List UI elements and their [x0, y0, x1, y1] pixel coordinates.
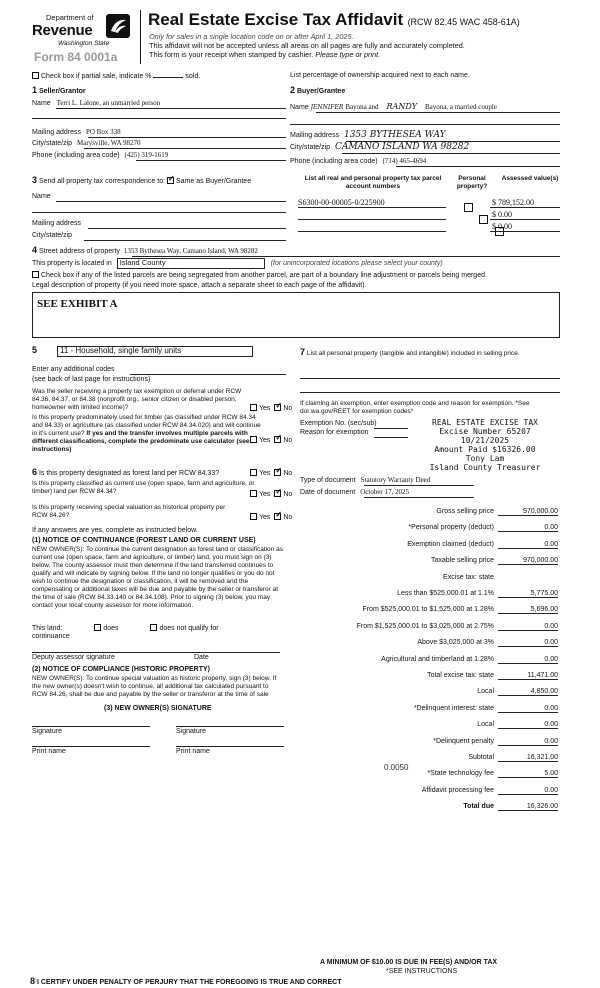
calc-row-label: *State technology fee [427, 770, 494, 777]
answers-instruction: If any answers are yes, complete as instructed below. [32, 527, 198, 534]
seller-phone-row: Phone (including area code) (425) 319-1619 [32, 151, 169, 159]
owner-print-label-1: Print name [32, 748, 66, 755]
calc-row-label: From $525,000.01 to $1,525,000 at 1.28% [362, 606, 494, 613]
land-does-checkbox[interactable] [94, 624, 101, 631]
notice-continuance-heading: (1) NOTICE OF CONTINUANCE (FOREST LAND OR CURRENT USE) [32, 537, 256, 544]
parcel-col-header: List all real and personal property tax parcel account numbers [304, 175, 442, 190]
buyer-phone-row: Phone (including area code) (714) 465-4694 [290, 157, 427, 165]
seller-mailing-address[interactable]: PO Box 338 [85, 128, 121, 136]
parcel-number[interactable]: S6300-00-00005-0/225900 [298, 198, 385, 207]
calc-row-label: *Personal property (deduct) [408, 524, 494, 531]
notice-continuance-body: NEW OWNER(S): To continue the current designation as forest land or classification as current use (open space, farm and agriculture, or timber) land, you must sign on (3) below. The county assessor must then determine if the land transferred continues to qualify and will indicate by signing below. If the land no longer qualifies or you do not wish to continue the designation or classification, it will be removed and the compensating or additional taxes will be due and payable by the seller or transferor at the time of sale (RCW 84.33.140 or 84.34.108). Prior to signing (3) below, you may contact your local county assessor for more information. [32, 546, 283, 609]
calc-row-value[interactable]: 970,000.00 [498, 508, 558, 516]
owner-signature-label-2: Signature [176, 728, 206, 735]
revenue-logo-icon [106, 14, 130, 38]
local-rate: 0.0050 [384, 763, 409, 772]
buyer-city-row: City/state/zip CAMANO ISLAND WA 98282 [290, 142, 470, 152]
corr-name-label: Name [32, 193, 51, 200]
personal-property-checkbox-1[interactable] [464, 203, 473, 212]
notice-compliance-heading: (2) NOTICE OF COMPLIANCE (HISTORIC PROPERTY) [32, 666, 210, 673]
calc-row-value[interactable]: 0.00 [498, 656, 558, 664]
buyer-name-row: Name JENNIFER Bayona and RANDY Bayona, a married couple [290, 102, 497, 111]
calc-row-value[interactable]: 11,471.00 [498, 672, 558, 680]
calc-row-label: Total excise tax: state [427, 672, 494, 679]
this-land-row: This land: does does not qualify for [32, 625, 219, 632]
state-label: Washington State [58, 40, 110, 47]
buyer-phone[interactable]: (714) 465-4694 [382, 157, 427, 165]
q1-no-checkbox[interactable] [274, 404, 281, 411]
personal-property-checkbox-2[interactable] [479, 215, 488, 224]
calc-row-value[interactable]: 0.00 [498, 623, 558, 631]
historic-yes-checkbox[interactable] [250, 513, 257, 520]
forest-yes-no: Yes ✓ No [250, 469, 292, 479]
calc-row-label: Agricultural and timberland at 1.28% [381, 656, 494, 663]
use-code-select[interactable]: 11 - Household, single family units [57, 346, 253, 357]
corr-mail-label: Mailing address [32, 220, 82, 227]
calc-row-value[interactable]: 5,696.00 [498, 606, 558, 614]
buyer-heading: 2 Buyer/Grantee [290, 85, 346, 95]
located-row: This property is located in Island County (for unincorporated locations please select your county) [32, 258, 443, 267]
exemption-reason-label: Reason for exemption [300, 429, 369, 436]
use-code-row: 5 11 - Household, single family units [32, 346, 253, 357]
calc-row-value[interactable]: 16,321.00 [498, 754, 558, 762]
street-row: 4 Street address of property 1353 Bythesea Way, Camano Island, WA 98282 [32, 245, 258, 255]
seller-mail-row: Mailing address PO Box 338 [32, 128, 121, 136]
current-use-question: Is this property classified as current use (open space, farm and agriculture, or timber) land per RCW 84.34? [32, 480, 255, 495]
county-select[interactable]: Island County [117, 258, 265, 269]
correspondence-row: 3 Send all property tax correspondence to: ✓ Same as Buyer/Grantee [32, 176, 251, 187]
calc-row-value[interactable]: 970,000.00 [498, 557, 558, 565]
calc-row-label: Excise tax: state [443, 574, 494, 581]
q2-no-checkbox[interactable] [274, 436, 281, 443]
revenue-label: Revenue [32, 22, 93, 39]
dept-label: Department of [46, 13, 94, 22]
calc-row-value[interactable]: 0.00 [498, 705, 558, 713]
buyer-name-1[interactable]: JENNIFER [310, 104, 344, 111]
calc-row-value[interactable]: 4,850.00 [498, 688, 558, 696]
assessed-col-header: Assessed value(s) [501, 175, 559, 182]
deputy-signature-label: Deputy assessor signature [32, 654, 115, 661]
personal-property-list-label: 7 List all personal property (tangible and intangible) included in selling price. [300, 347, 520, 357]
partial-sale-checkbox[interactable] [32, 72, 39, 79]
calc-row-label: Less than $525,000.01 at 1.1% [397, 590, 494, 597]
certify-heading: 8 I CERTIFY UNDER PENALTY OF PERJURY THAT THE FOREGOING IS TRUE AND CORRECT [30, 976, 342, 986]
seller-name-row: Name Terri L. Lalone, an unmarried person [32, 99, 161, 107]
document-type[interactable]: Statutory Warranty Deed [360, 476, 431, 484]
doc-date-row: Date of document October 17, 2025 [300, 488, 410, 496]
forest-no-checkbox[interactable] [274, 469, 281, 476]
form-number: Form 84 0001a [34, 50, 118, 64]
seller-phone[interactable]: (425) 319-1619 [124, 151, 169, 159]
calc-row-label: Above $3,025,000 at 3% [417, 639, 494, 646]
assessed-value-1[interactable]: $ 789,152.00 [492, 198, 534, 207]
current-use-yes-no: Yes ✓ No [250, 490, 292, 500]
calc-row-label: *Delinquent interest: state [413, 705, 494, 712]
seller-heading: 1 Seller/Grantor [32, 85, 86, 95]
legal-description-box[interactable] [32, 292, 560, 338]
continuance-label: continuance [32, 633, 70, 640]
header-line-3: This form is your receipt when stamped by cashier. Please type or print. [149, 50, 381, 59]
buyer-mailing-address[interactable]: 1353 BYTHESEA WAY [343, 130, 446, 140]
header-line-2: This affidavit will not be accepted unless all areas on all pages are fully and accurately completed. [149, 41, 465, 50]
calc-row-value[interactable]: 16,326.00 [498, 803, 558, 811]
minimum-due-note: A MINIMUM OF $10.00 IS DUE IN FEE(S) AND/OR TAX [320, 959, 498, 966]
same-as-buyer-checkbox[interactable] [167, 177, 174, 184]
calc-row-value[interactable]: 0.00 [498, 787, 558, 795]
assessed-value-3[interactable]: $ 0.00 [492, 222, 512, 231]
calc-row-label: Gross selling price [436, 508, 494, 515]
additional-codes-note: (see back of last page for instructions) [32, 376, 151, 383]
current-use-yes-checkbox[interactable] [250, 490, 257, 497]
calc-row-value[interactable]: 0.00 [498, 541, 558, 549]
see-instructions-note: *SEE INSTRUCTIONS [386, 968, 458, 975]
calc-row-label: Subtotal [468, 754, 494, 761]
assessed-value-2[interactable]: $ 0.00 [492, 210, 512, 219]
calc-row-label: Exemption claimed (deduct) [407, 541, 494, 548]
exemption-no-label: Exemption No. (sec/sub) [300, 420, 377, 427]
title-row [148, 10, 520, 30]
calc-row-label: Local [477, 721, 494, 728]
calc-row-value[interactable]: 0.00 [498, 738, 558, 746]
calc-row-value[interactable]: 0.00 [498, 524, 558, 532]
additional-codes-label: Enter any additional codes [32, 366, 115, 373]
timber-question: Is this property predominately used for timber (as classified under RCW 84.34 and 84.33) or agriculture (as classified under RCW 84.34.020) and will continue in it's current use? If yes and the transfer involves multiple parcels with different classifications, complete the predominate use calculator (see instructions) [32, 414, 261, 453]
owner-print-label-2: Print name [176, 748, 210, 755]
buyer-city[interactable]: CAMANO ISLAND WA 98282 [335, 142, 470, 152]
calc-row-value[interactable]: 0.00 [498, 721, 558, 729]
q2-yes-no: Yes ✓ No [250, 436, 292, 446]
seller-name[interactable]: Terri L. Lalone, an unmarried person [56, 99, 161, 107]
historic-question: Is this property receiving special valuation as historical property per RCW 84.26? [32, 504, 226, 519]
historic-yes-no: Yes ✓ No [250, 513, 292, 523]
doc-type-row: Type of document Statutory Warranty Deed [300, 476, 431, 484]
legal-desc-label: Legal description of property (if you need more space, attach a separate sheet to each page of the affidavit). [32, 282, 367, 289]
treasurer-stamp: REAL ESTATE EXCISE TAX Excise Number 65207 10/21/2025 Amount Paid $16326.00 Tony Lam Island County Treasurer [429, 418, 541, 472]
property-street[interactable]: 1353 Bythesea Way, Camano Island, WA 98282 [123, 247, 258, 255]
owner-signature-label-1: Signature [32, 728, 62, 735]
segregated-checkbox[interactable] [32, 271, 39, 278]
document-date[interactable]: October 17, 2025 [360, 488, 410, 496]
seller-city[interactable]: Marysville, WA 98270 [77, 139, 141, 147]
notice-compliance-body: NEW OWNER(S): To continue special valuation as historic property, sign (3) below. If the new owner(s) doesn't wish to continue, all additional tax calculated pursuant to RCW 84.26, shall be due and payable by the seller or transferor at the time of sale [32, 675, 277, 698]
historic-no-checkbox[interactable] [274, 513, 281, 520]
q1-yes-checkbox[interactable] [250, 404, 257, 411]
exemption-claim-text: If claiming an exemption, enter exemption code and reason for exemption. *See dor.wa.gov/REET for exemption codes* [300, 400, 530, 415]
q1-yes-no: Yes ✓ No [250, 404, 292, 414]
calc-row-label: Taxable selling price [430, 557, 494, 564]
segregated-row: Check box if any of the listed parcels are being segregated from another parcel, are part of a boundary line adjustment or parcels being merged. [32, 271, 487, 281]
buyer-name-2[interactable]: RANDY [386, 102, 418, 111]
current-use-no-checkbox[interactable] [274, 490, 281, 497]
exemption-question: Was the seller receiving a property tax exemption or deferral under RCW 84.36, 84.37, or 84.38 (nonprofit org., senior citizen or disabled person, homeowner with limited income)? [32, 388, 242, 411]
page-title: Real Estate Excise Tax Affidavit [148, 10, 404, 29]
partial-sale-row: Check box if partial sale, indicate % sold. [32, 72, 200, 82]
calc-row-label: Total due [463, 803, 494, 810]
seller-city-row: City/state/zip Marysville, WA 98270 [32, 139, 141, 147]
calc-row-label: *Delinquent penalty [433, 738, 494, 745]
corr-city-label: City/state/zip [32, 232, 73, 239]
calc-row-label: From $1,525,000.01 to $3,025,000 at 2.75% [356, 623, 494, 630]
buyer-mail-row: Mailing address 1353 BYTHESEA WAY [290, 130, 446, 140]
forest-yes-checkbox[interactable] [250, 469, 257, 476]
land-does-not-checkbox[interactable] [150, 624, 157, 631]
rcw-ref: (RCW 82.45 WAC 458-61A) [407, 17, 520, 27]
legal-description: SEE EXHIBIT A [37, 298, 118, 310]
new-owner-signature-heading: (3) NEW OWNER(S) SIGNATURE [104, 705, 212, 712]
calc-row-label: Local [477, 688, 494, 695]
personal-col-header: Personal property? [456, 175, 488, 190]
ownership-note: List percentage of ownership acquired next to each name. [290, 72, 470, 79]
calc-row-label: Affidavit processing fee [421, 787, 494, 794]
calc-row-value[interactable]: 0.00 [498, 639, 558, 647]
calc-row-value[interactable]: 5,775.00 [498, 590, 558, 598]
calc-row-value[interactable]: 5.00 [498, 770, 558, 778]
deputy-date-label: Date [194, 654, 209, 661]
forest-question: 6 Is this property designated as forest land per RCW 84.33? [32, 467, 220, 477]
header-line-1: Only for sales in a single location code on or after April 1, 2025. [149, 32, 354, 41]
q2-yes-checkbox[interactable] [250, 436, 257, 443]
logo [32, 12, 132, 66]
